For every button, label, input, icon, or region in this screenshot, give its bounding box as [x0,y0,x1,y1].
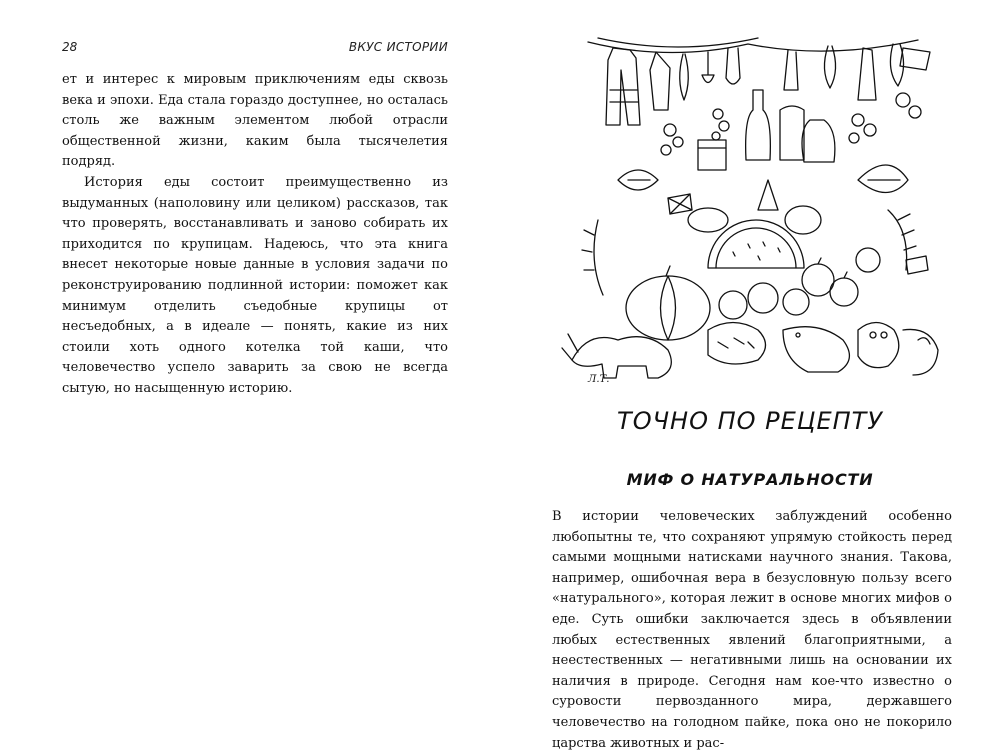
left-page [0,0,500,750]
illustration-signature: Л.Т. [588,374,610,385]
paragraph: История еды состоит преимущественно из выдуманных (наполовину или целиком) рассказов, так что проверять, восстанавливать и заново собирать их приходится по крупицам. Надеюсь, что эта книга внесет некоторые новые данные в условия задачи по реконструированию подлинной истории: поможет как минимум отделить съедобные крупицы от несъедобных, а в идеале — понять, какие из них стоили хоть одного котелка той каши, что человечество успело заварить за свою не всегда сытую, но насыщенную историю. [62,174,448,396]
paragraph: В истории человеческих заблуждений особенно любопытны те, что сохраняют упрямую стойкость перед самыми мощными натисками научного знания. Такова, например, ошибочная вера в безусловную пользу всего «натурального», которая лежит в основе многих мифов о еде. Суть ошибки заключается здесь в объявлении любых естественных явлений благоприятными, а неестественных — негативными лишь на основании их наличия в природе. Сегодня нам кое-что известно о суровости первозданного мира, державшего человечество на голодном пайке, пока оно не покорило царства животных и рас- [552,509,952,751]
left-body-text [62,70,448,400]
book-title: ВКУС ИСТОРИИ [348,40,448,54]
food-illustration-icon [558,30,944,388]
chapter-title: ТОЧНО ПО РЕЦЕПТУ [617,407,883,435]
right-body-text [552,507,952,754]
section-title: МИФ О НАТУРАЛЬНОСТИ [626,470,874,489]
running-head [62,40,448,58]
page-number: 28 [62,40,78,54]
right-page [500,0,1000,750]
paragraph: ет и интерес к мировым приключениям еды сквозь века и эпохи. Еда стала гораздо доступнее, но осталась столь же важным элементом любой отрасли общественной жизни, каким была тысячелетия подряд. [62,72,448,170]
